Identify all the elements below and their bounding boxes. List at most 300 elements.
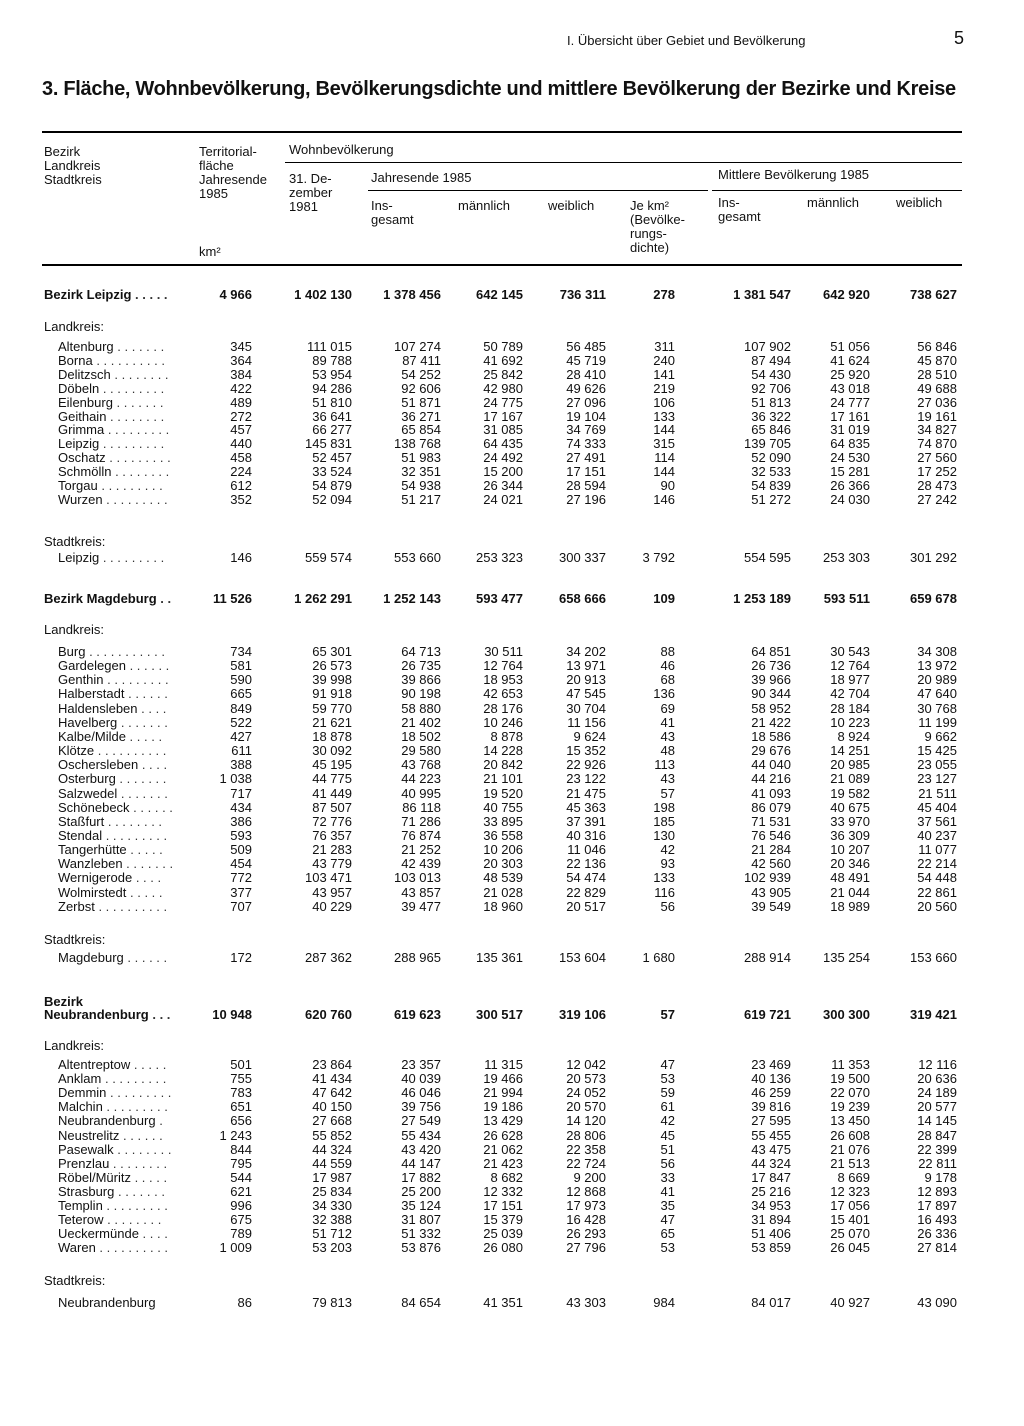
leader-dots: . . . . . . . . .	[99, 551, 165, 565]
cell-mean-female: 22 861	[917, 885, 957, 900]
cell-mean-total: 36 322	[751, 409, 791, 424]
cell-pop-total: 44 147	[401, 1156, 441, 1171]
cell-area: 345	[230, 339, 252, 354]
leader-dots: . . . . . . . . .	[105, 451, 171, 465]
cell-pop-female: 20 570	[566, 1099, 606, 1114]
cell-pop-total: 51 332	[401, 1226, 441, 1241]
leader-dots: . . . . . .	[123, 951, 168, 965]
cell-density: 185	[653, 814, 675, 829]
leader-dots: . . . . . . . . . .	[94, 744, 167, 758]
row-name: Halberstadt	[58, 687, 125, 701]
cell-pop-female: 22 724	[566, 1156, 606, 1171]
cell-pop-total: 90 198	[401, 686, 441, 701]
cell-mean-female: 12 116	[918, 1057, 957, 1072]
cell-pop-male: 10 246	[483, 715, 523, 730]
landkreis-row	[0, 871, 1024, 885]
cell-mean-male: 24 030	[830, 492, 870, 507]
table-title: 3. Fläche, Wohnbevölkerung, Bevölkerungsdichte und mittlere Bevölkerung der Bezirke und Kreise	[42, 78, 956, 100]
row-name: Leipzig	[58, 551, 100, 565]
col-header-m-maennlich: männlich	[807, 195, 860, 210]
cell-area: 352	[230, 492, 252, 507]
cell-density: 90	[660, 478, 675, 493]
row-name: Waren	[58, 1241, 96, 1255]
landkreis-row	[0, 772, 1024, 786]
cell-density: 53	[660, 1071, 675, 1086]
cell-mean-male: 17 161	[830, 409, 870, 424]
cell-pop-total: 1 252 143	[383, 591, 441, 606]
cell-area: 1 243	[219, 1128, 252, 1143]
cell-pop-female: 24 052	[566, 1085, 606, 1100]
cell-mean-total: 39 816	[751, 1099, 791, 1114]
cell-mean-male: 28 184	[830, 701, 870, 716]
cell-mean-male: 15 401	[830, 1212, 870, 1227]
cell-density: 45	[660, 1128, 675, 1143]
cell-mean-male: 24 777	[830, 395, 870, 410]
cell-pop-male: 14 228	[483, 743, 523, 758]
leader-dots: . . . .	[132, 871, 162, 885]
cell-pop-male: 21 062	[483, 1142, 523, 1157]
cell-density: 3 792	[642, 550, 675, 565]
landkreis-label: Landkreis:	[44, 622, 104, 637]
row-name: Oschatz	[58, 451, 106, 465]
cell-pop-female: 11 046	[567, 842, 606, 857]
cell-pop-total: 36 271	[401, 409, 441, 424]
cell-area: 789	[230, 1226, 252, 1241]
leader-dots: . . . . . . . . .	[102, 1199, 168, 1213]
row-name: Kalbe/Milde	[58, 730, 126, 744]
cell-mean-total: 554 595	[744, 550, 791, 565]
cell-mean-total: 39 549	[751, 899, 791, 914]
cell-mean-male: 135 254	[823, 950, 870, 965]
leader-dots: . . . . . . .	[112, 396, 164, 410]
cell-area: 386	[230, 814, 252, 829]
cell-area: 783	[230, 1085, 252, 1100]
cell-pop-female: 26 293	[566, 1226, 606, 1241]
landkreis-row	[0, 744, 1024, 758]
cell-pop-female: 27 096	[566, 395, 606, 410]
cell-mean-total: 43 905	[751, 885, 791, 900]
cell-mean-male: 21 044	[830, 885, 870, 900]
cell-pop-1981: 41 449	[312, 786, 352, 801]
cell-mean-female: 26 336	[917, 1226, 957, 1241]
cell-pop-male: 25 039	[483, 1226, 523, 1241]
leader-dots: . . . . .	[130, 1171, 168, 1185]
cell-mean-total: 619 721	[744, 1007, 791, 1022]
cell-density: 47	[660, 1057, 675, 1072]
cell-mean-female: 9 178	[924, 1170, 957, 1185]
cell-mean-female: 23 055	[917, 757, 957, 772]
cell-pop-female: 15 352	[566, 743, 606, 758]
cell-mean-total: 1 253 189	[733, 591, 791, 606]
cell-pop-male: 41 351	[483, 1295, 523, 1310]
landkreis-row	[0, 829, 1024, 843]
row-name: Wurzen	[58, 493, 103, 507]
cell-mean-total: 92 706	[751, 381, 791, 396]
cell-pop-1981: 51 712	[312, 1226, 352, 1241]
cell-area: 86	[237, 1295, 252, 1310]
row-name: Oschersleben	[58, 758, 139, 772]
leader-dots: . . . . . .	[119, 1129, 163, 1143]
cell-pop-male: 21 101	[483, 771, 523, 786]
cell-pop-1981: 27 668	[312, 1113, 352, 1128]
cell-density: 984	[653, 1295, 675, 1310]
cell-area: 849	[230, 701, 252, 716]
landkreis-row	[0, 340, 1024, 354]
cell-mean-female: 27 814	[917, 1240, 957, 1255]
landkreis-row	[0, 843, 1024, 857]
cell-density: 93	[660, 856, 675, 871]
cell-pop-total: 29 580	[401, 743, 441, 758]
cell-mean-male: 48 491	[830, 870, 870, 885]
cell-mean-female: 54 448	[917, 870, 957, 885]
cell-pop-1981: 72 776	[312, 814, 352, 829]
landkreis-row	[0, 396, 1024, 410]
cell-pop-female: 28 806	[566, 1128, 606, 1143]
row-name: Delitzsch	[58, 368, 111, 382]
cell-mean-total: 53 859	[751, 1240, 791, 1255]
cell-pop-total: 27 549	[401, 1113, 441, 1128]
cell-pop-total: 39 756	[401, 1099, 441, 1114]
cell-pop-male: 24 775	[483, 395, 523, 410]
cell-mean-male: 593 511	[823, 591, 870, 606]
row-name: Schmölln	[58, 465, 112, 479]
cell-pop-male: 30 511	[484, 644, 523, 659]
cell-pop-female: 27 796	[566, 1240, 606, 1255]
cell-pop-1981: 145 831	[305, 436, 352, 451]
cell-pop-female: 43 303	[566, 1295, 606, 1310]
cell-area: 665	[230, 686, 252, 701]
leader-dots: . . . . . . . .	[104, 815, 163, 829]
cell-mean-male: 10 223	[830, 715, 870, 730]
cell-mean-male: 41 624	[830, 353, 870, 368]
cell-pop-1981: 559 574	[305, 550, 352, 565]
cell-pop-female: 20 573	[566, 1071, 606, 1086]
leader-dots: . . . . . . . .	[110, 368, 169, 382]
cell-area: 522	[230, 715, 252, 730]
cell-mean-total: 26 736	[751, 658, 791, 673]
cell-pop-1981: 43 957	[312, 885, 352, 900]
cell-area: 454	[230, 856, 252, 871]
cell-mean-total: 31 894	[751, 1212, 791, 1227]
cell-pop-total: 40 995	[401, 786, 441, 801]
cell-pop-1981: 18 878	[312, 729, 352, 744]
row-name: Templin	[58, 1199, 103, 1213]
landkreis-row	[0, 1143, 1024, 1157]
cell-pop-female: 27 196	[566, 492, 606, 507]
stadtkreis-label: Stadtkreis:	[44, 534, 106, 549]
cell-pop-1981: 55 852	[312, 1128, 352, 1143]
cell-pop-female: 28 594	[566, 478, 606, 493]
leader-dots: . .	[156, 592, 172, 606]
cell-pop-total: 86 118	[402, 800, 441, 815]
cell-pop-male: 21 028	[483, 885, 523, 900]
cell-pop-female: 45 719	[566, 353, 606, 368]
cell-pop-female: 37 391	[566, 814, 606, 829]
landkreis-label: Landkreis:	[44, 1038, 104, 1053]
cell-pop-female: 300 337	[559, 550, 606, 565]
cell-pop-1981: 44 775	[312, 771, 352, 786]
cell-pop-total: 51 217	[401, 492, 441, 507]
row-name: Döbeln	[58, 382, 100, 396]
stadtkreis-row	[0, 1296, 1024, 1310]
col-header-unit: Bezirk Landkreis Stadtkreis	[44, 144, 102, 187]
cell-pop-1981: 32 388	[312, 1212, 352, 1227]
col-header-weiblich: weiblich	[548, 198, 595, 213]
cell-area: 377	[230, 885, 252, 900]
row-name: Burg	[58, 645, 86, 659]
col-header-area-unit: km²	[199, 244, 221, 259]
cell-pop-total: 43 768	[401, 757, 441, 772]
cell-pop-1981: 66 277	[312, 422, 352, 437]
cell-density: 35	[660, 1198, 675, 1213]
col-header-jahresende1985: Jahresende 1985	[371, 170, 472, 185]
cell-pop-1981: 65 301	[312, 644, 352, 659]
cell-density: 68	[660, 672, 675, 687]
cell-pop-total: 17 882	[401, 1170, 441, 1185]
cell-mean-total: 44 216	[751, 771, 791, 786]
cell-mean-total: 58 952	[751, 701, 791, 716]
cell-mean-female: 20 636	[917, 1071, 957, 1086]
cell-mean-male: 17 056	[830, 1198, 870, 1213]
cell-mean-female: 20 560	[917, 899, 957, 914]
cell-density: 278	[653, 287, 675, 302]
cell-mean-male: 10 207	[830, 842, 870, 857]
leader-dots: . . .	[148, 1008, 171, 1022]
cell-mean-female: 22 214	[917, 856, 957, 871]
cell-mean-female: 13 972	[917, 658, 957, 673]
cell-pop-male: 593 477	[476, 591, 523, 606]
cell-mean-female: 11 199	[918, 715, 957, 730]
cell-pop-female: 17 151	[566, 464, 606, 479]
cell-pop-total: 76 874	[401, 828, 441, 843]
row-name: Wernigerode	[58, 871, 133, 885]
leader-dots: . . . . . . . . .	[103, 673, 169, 687]
cell-pop-1981: 39 998	[312, 672, 352, 687]
cell-mean-male: 19 500	[830, 1071, 870, 1086]
cell-pop-1981: 52 457	[312, 450, 352, 465]
cell-mean-total: 84 017	[751, 1295, 791, 1310]
cell-mean-female: 14 145	[917, 1113, 957, 1128]
cell-mean-total: 44 324	[751, 1156, 791, 1171]
cell-density: 59	[660, 1085, 675, 1100]
row-name: Anklam	[58, 1072, 102, 1086]
row-name: Gardelegen	[58, 659, 126, 673]
cell-mean-male: 25 070	[830, 1226, 870, 1241]
cell-density: 65	[660, 1226, 675, 1241]
landkreis-row	[0, 479, 1024, 493]
cell-density: 57	[660, 786, 675, 801]
row-name: Zerbst	[58, 900, 95, 914]
cell-mean-male: 64 835	[830, 436, 870, 451]
cell-mean-male: 20 985	[830, 757, 870, 772]
cell-density: 130	[653, 828, 675, 843]
cell-pop-male: 25 842	[483, 367, 523, 382]
cell-mean-female: 45 870	[917, 353, 957, 368]
cell-pop-male: 12 764	[483, 658, 523, 673]
cell-pop-1981: 26 573	[312, 658, 352, 673]
row-name: Prenzlau	[58, 1157, 110, 1171]
landkreis-row	[0, 659, 1024, 673]
cell-mean-male: 20 346	[830, 856, 870, 871]
row-name: Eilenburg	[58, 396, 113, 410]
cell-density: 113	[654, 757, 675, 772]
cell-density: 133	[653, 409, 675, 424]
cell-mean-total: 71 531	[751, 814, 791, 829]
landkreis-row	[0, 730, 1024, 744]
cell-pop-female: 12 868	[566, 1184, 606, 1199]
cell-pop-female: 13 971	[566, 658, 606, 673]
cell-density: 42	[660, 1113, 675, 1128]
cell-pop-1981: 33 524	[312, 464, 352, 479]
cell-pop-1981: 76 357	[312, 828, 352, 843]
cell-pop-1981: 47 642	[312, 1085, 352, 1100]
row-name: Röbel/Müritz	[58, 1171, 131, 1185]
cell-mean-female: 43 090	[917, 1295, 957, 1310]
cell-mean-female: 21 511	[918, 786, 957, 801]
cell-area: 717	[230, 786, 252, 801]
cell-area: 581	[230, 658, 252, 673]
mittlere-rule	[712, 190, 962, 191]
cell-area: 422	[230, 381, 252, 396]
cell-mean-male: 14 251	[830, 743, 870, 758]
cell-pop-female: 49 626	[566, 381, 606, 396]
cell-mean-female: 34 308	[917, 644, 957, 659]
cell-mean-total: 107 902	[744, 339, 791, 354]
landkreis-row	[0, 758, 1024, 772]
cell-area: 651	[230, 1099, 252, 1114]
cell-pop-female: 17 973	[566, 1198, 606, 1213]
cell-pop-total: 32 351	[401, 464, 441, 479]
row-name: Neubrandenburg	[58, 1296, 156, 1310]
leader-dots: . . . . . . . . .	[102, 493, 168, 507]
cell-pop-male: 21 994	[483, 1085, 523, 1100]
cell-area: 509	[230, 842, 252, 857]
cell-mean-male: 40 675	[830, 800, 870, 815]
cell-area: 11 526	[212, 591, 252, 606]
cell-pop-male: 40 755	[483, 800, 523, 815]
cell-pop-female: 658 666	[559, 591, 606, 606]
cell-mean-female: 12 893	[917, 1184, 957, 1199]
cell-pop-female: 20 913	[566, 672, 606, 687]
row-name: Teterow	[58, 1213, 104, 1227]
row-name: Ueckermünde	[58, 1227, 139, 1241]
cell-mean-total: 18 586	[751, 729, 791, 744]
leader-dots: . . . . . . . . .	[102, 829, 168, 843]
landkreis-row	[0, 1241, 1024, 1255]
cell-mean-total: 23 469	[751, 1057, 791, 1072]
cell-pop-male: 135 361	[476, 950, 523, 965]
cell-pop-total: 54 938	[401, 478, 441, 493]
cell-area: 656	[230, 1113, 252, 1128]
cell-area: 611	[231, 743, 252, 758]
cell-mean-male: 40 927	[830, 1295, 870, 1310]
leader-dots: . . . . .	[130, 1058, 167, 1072]
cell-mean-total: 27 595	[751, 1113, 791, 1128]
landkreis-row	[0, 423, 1024, 437]
cell-pop-total: 21 252	[401, 842, 441, 857]
landkreis-row	[0, 645, 1024, 659]
cell-pop-female: 20 517	[566, 899, 606, 914]
cell-area: 675	[230, 1212, 252, 1227]
row-name: Malchin	[58, 1100, 103, 1114]
cell-mean-male: 21 513	[830, 1156, 870, 1171]
leader-dots: . . . . . . . . . .	[94, 900, 168, 914]
row-label: Bezirk	[44, 995, 84, 1009]
cell-mean-female: 30 768	[917, 701, 957, 716]
cell-pop-1981: 25 834	[312, 1184, 352, 1199]
bezirk-row	[0, 1008, 1024, 1022]
cell-pop-male: 36 558	[483, 828, 523, 843]
cell-pop-male: 48 539	[483, 870, 523, 885]
cell-pop-female: 45 363	[566, 800, 606, 815]
row-name: Wanzleben	[58, 857, 123, 871]
cell-area: 384	[230, 367, 252, 382]
cell-pop-total: 26 735	[401, 658, 441, 673]
row-name: Grimma	[58, 423, 105, 437]
cell-pop-1981: 41 434	[312, 1071, 352, 1086]
cell-pop-male: 17 151	[483, 1198, 523, 1213]
cell-mean-female: 28 510	[917, 367, 957, 382]
leader-dots: . . . . . .	[124, 687, 168, 701]
top-rule	[42, 131, 962, 133]
cell-mean-female: 17 252	[917, 464, 957, 479]
cell-pop-1981: 89 788	[312, 353, 352, 368]
cell-pop-male: 26 344	[483, 478, 523, 493]
cell-mean-male: 12 323	[830, 1184, 870, 1199]
cell-area: 755	[230, 1071, 252, 1086]
cell-area: 224	[230, 464, 252, 479]
landkreis-row	[0, 787, 1024, 801]
cell-area: 440	[230, 436, 252, 451]
row-name: Salzwedel	[58, 787, 118, 801]
cell-mean-male: 19 582	[830, 786, 870, 801]
cell-mean-male: 26 045	[830, 1240, 870, 1255]
landkreis-row	[0, 1157, 1024, 1171]
landkreis-row	[0, 1100, 1024, 1114]
cell-mean-total: 41 093	[751, 786, 791, 801]
col-header-area: Territorial- fläche Jahresende 1985	[199, 144, 267, 201]
cell-mean-male: 300 300	[823, 1007, 870, 1022]
cell-area: 4 966	[219, 287, 252, 302]
cell-pop-total: 51 871	[401, 395, 441, 410]
cell-density: 219	[653, 381, 675, 396]
cell-mean-total: 54 839	[751, 478, 791, 493]
cell-mean-male: 26 608	[830, 1128, 870, 1143]
cell-mean-total: 43 475	[751, 1142, 791, 1157]
cell-pop-total: 18 502	[401, 729, 441, 744]
cell-mean-total: 102 939	[744, 870, 791, 885]
landkreis-row	[0, 702, 1024, 716]
cell-mean-male: 18 977	[830, 672, 870, 687]
cell-pop-female: 27 491	[566, 450, 606, 465]
cell-area: 501	[230, 1057, 252, 1072]
cell-mean-male: 24 530	[830, 450, 870, 465]
cell-density: 47	[660, 1212, 675, 1227]
cell-mean-male: 22 070	[830, 1085, 870, 1100]
cell-pop-male: 10 206	[483, 842, 523, 857]
leader-dots: . . . . .	[126, 886, 163, 900]
row-name: Torgau	[58, 479, 98, 493]
cell-pop-male: 19 466	[483, 1071, 523, 1086]
cell-pop-total: 31 807	[401, 1212, 441, 1227]
cell-density: 56	[660, 899, 675, 914]
cell-area: 844	[230, 1142, 252, 1157]
cell-pop-1981: 21 621	[312, 715, 352, 730]
col-header-density: Je km² (Bevölke- rungs- dichte)	[630, 198, 685, 255]
cell-mean-female: 49 688	[917, 381, 957, 396]
cell-mean-total: 46 259	[751, 1085, 791, 1100]
cell-area: 612	[230, 478, 252, 493]
